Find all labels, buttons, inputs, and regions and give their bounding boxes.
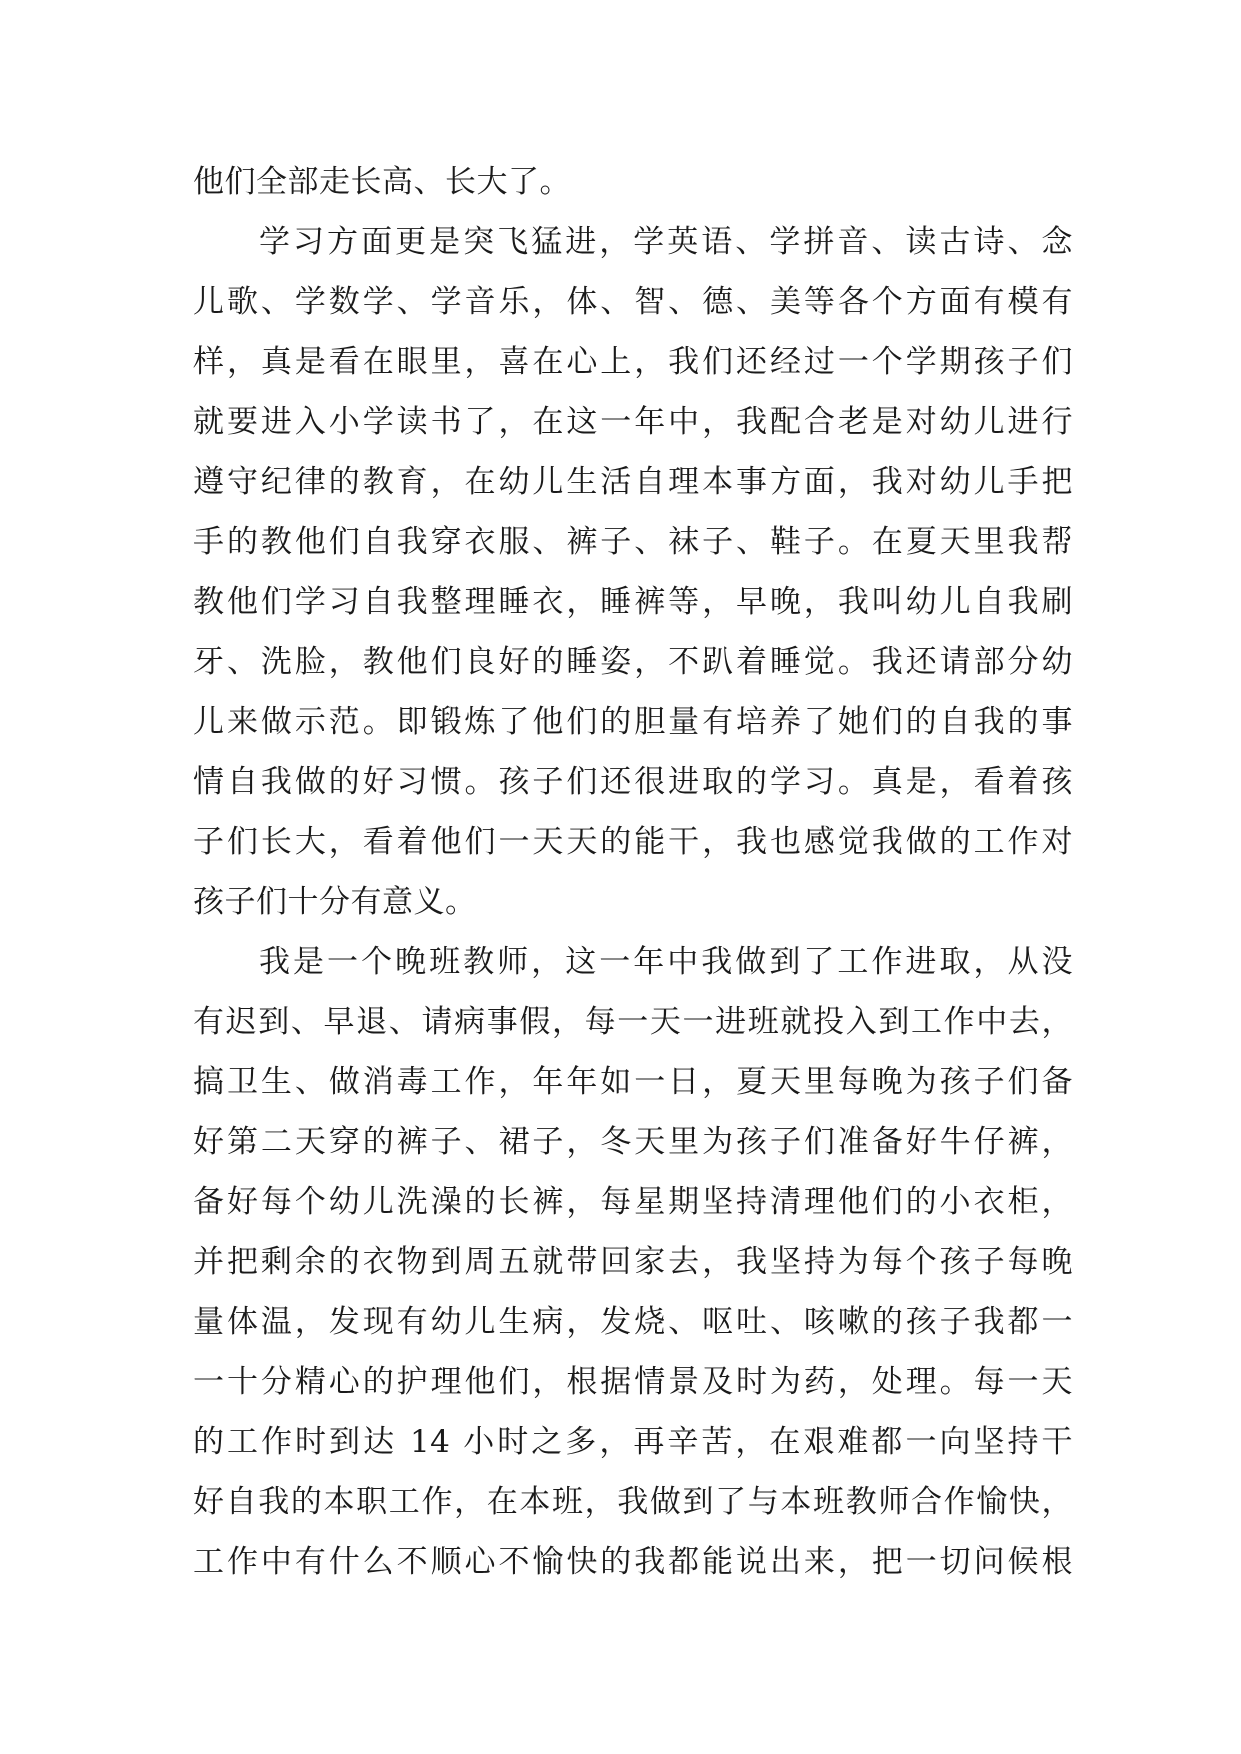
- text-line: 情自我做的好习惯。孩子们还很进取的学习。真是，看着孩: [193, 764, 1073, 800]
- text-line: 学习方面更是突飞猛进，学英语、学拼音、读古诗、念: [259, 224, 1073, 260]
- text-line: 一十分精心的护理他们，根据情景及时为药，处理。每一天: [193, 1364, 1073, 1400]
- document-body-text: [193, 152, 1073, 1592]
- text-line: 教他们学习自我整理睡衣，睡裤等，早晚，我叫幼儿自我刷: [193, 584, 1073, 620]
- text-line: 工作中有什么不顺心不愉快的我都能说出来，把一切问候根: [193, 1544, 1073, 1580]
- text-line: 就要进入小学读书了，在这一年中，我配合老是对幼儿进行: [193, 404, 1073, 440]
- text-line: 搞卫生、做消毒工作，年年如一日，夏天里每晚为孩子们备: [193, 1064, 1073, 1100]
- text-line: 我是一个晚班教师，这一年中我做到了工作进取，从没: [259, 944, 1073, 980]
- text-line: 孩子们十分有意义。: [193, 884, 477, 920]
- text-line: 有迟到、早退、请病事假，每一天一进班就投入到工作中去，: [193, 1004, 1073, 1040]
- text-line: 量体温，发现有幼儿生病，发烧、呕吐、咳嗽的孩子我都一: [193, 1304, 1073, 1340]
- text-line: 好自我的本职工作，在本班，我做到了与本班教师合作愉快，: [193, 1484, 1073, 1520]
- text-line: 样，真是看在眼里，喜在心上，我们还经过一个学期孩子们: [193, 344, 1073, 380]
- text-line: 备好每个幼儿洗澡的长裤，每星期坚持清理他们的小衣柜，: [193, 1184, 1073, 1220]
- text-line: 他们全部走长高、长大了。: [193, 164, 571, 200]
- text-line: 遵守纪律的教育，在幼儿生活自理本事方面，我对幼儿手把: [193, 464, 1073, 500]
- text-line: 好第二天穿的裤子、裙子，冬天里为孩子们准备好牛仔裤，: [193, 1124, 1073, 1160]
- text-line: 的工作时到达 14 小时之多，再辛苦，在艰难都一向坚持干: [193, 1424, 1073, 1460]
- text-line: 儿歌、学数学、学音乐，体、智、德、美等各个方面有模有: [193, 284, 1073, 320]
- text-line: 手的教他们自我穿衣服、裤子、袜子、鞋子。在夏天里我帮: [193, 524, 1073, 560]
- text-line: 并把剩余的衣物到周五就带回家去，我坚持为每个孩子每晚: [193, 1244, 1073, 1280]
- text-line: 儿来做示范。即锻炼了他们的胆量有培养了她们的自我的事: [193, 704, 1073, 740]
- text-line: 牙、洗脸，教他们良好的睡姿，不趴着睡觉。我还请部分幼: [193, 644, 1073, 680]
- text-line: 子们长大，看着他们一天天的能干，我也感觉我做的工作对: [193, 824, 1073, 860]
